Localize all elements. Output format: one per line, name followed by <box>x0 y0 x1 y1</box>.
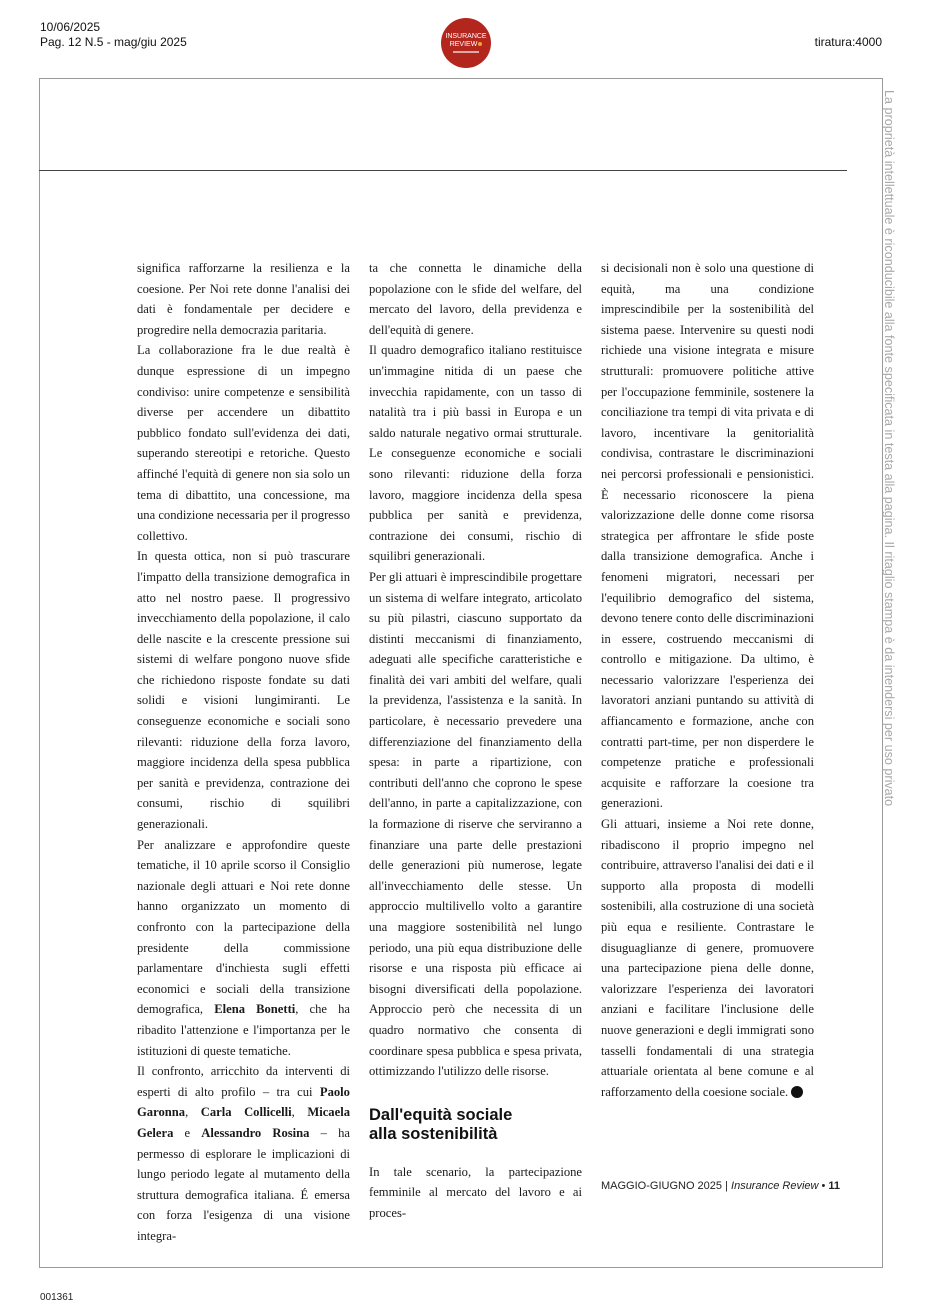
paragraph: La collaborazione fra le due realtà è dunque espressione di un impegno condiviso: unire competenze e sensibilità diverse per accendere un dibattito pubblico fondato sull'evidenza dei dati, superando stereotipi e retoriche. Questo affinché l'equità di genere non sia solo un tema di dibattito, una concessione, ma una condizione necessaria per il progresso collettivo. <box>137 343 350 543</box>
article-top-rule <box>39 170 847 171</box>
paragraph: Per analizzare e approfondire queste tematiche, il 10 aprile scorso il Consiglio nazionale degli attuari e Noi rete donne hanno organizzato un momento di confronto con la partecipazione della presidente della commissione parlamentare d'inchiesta sugli effetti economici e sociali della transizione demografica, Elena Bonetti, che ha ribadito l'attenzione e l'importanza per le istituzioni di queste tematiche. <box>137 837 350 1058</box>
person-name: Elena Bonetti <box>214 1002 296 1017</box>
article-column-3 <box>601 258 814 1102</box>
paragraph: Il confronto, arricchito da interventi di esperti di alto profilo – tra cui Paolo Garonna, Carla Collicelli, Micaela Gelera e Alessandro Rosina – ha permesso di esplorare le implicazioni di lungo periodo legate al mutamento della struttura demografica italiana. É emersa con forza l'esigenza di una visione integra- <box>137 1064 350 1243</box>
paragraph: Il quadro demografico italiano restituisce un'immagine nitida di un paese che invecchia rapidamente, con un tasso di natalità tra i più bassi in Europa e un saldo naturale negativo ormai strutturale. Le conseguenze economiche e sociali sono rilevanti: riduzione della forza lavoro, maggiore incidenza della spesa pubblica per sanità e previdenza, contrazione dei consumi, rischio di squilibri generazionali. <box>369 343 582 564</box>
insurance-review-logo <box>441 18 491 68</box>
paragraph: ta che connetta le dinamiche della popolazione con le sfide del welfare, del mercato del lavoro, della previdenza e dell'equità di genere. <box>369 261 582 337</box>
paragraph: In tale scenario, la partecipazione femminile al mercato del lavoro e ai proces- <box>369 1164 582 1220</box>
paragraph: significa rafforzarne la resilienza e la coesione. Per Noi rete donne l'analisi dei dati è fondamentale per decidere e progredire nella democrazia paritaria. <box>137 261 350 337</box>
logo-line-2: REVIEW <box>441 41 491 49</box>
paragraph: Per gli attuari è imprescindibile progettare un sistema di welfare integrato, articolato su più pilastri, ciascuno supportato da distinti meccanismi di finanziamento, adeguati alle specifiche caratteristiche e finalità dei vari ambiti del welfare, quali la previdenza, l'assistenza e la sanità. In particolare, è necessario prevedere una differenziazione del finanziamento della spesa: in parte a ripartizione, con contributi dell'anno che coprono le spese dell'anno, in parte a capitalizzazione, con la formazione di riserve che serviranno a finanziare una parte delle prestazioni delle generazioni più numerose, legate all'invecchiamento delle stesse. Un approccio multilivello volto a garantire una maggiore sostenibilità nel lungo periodo, una più equa distribuzione delle risorse e una risposta più efficace ai bisogni diversificati della popolazione. Approccio però che necessita di un quadro normativo che consenta di coordinare spesa pubblica e spesa privata, ottimizzando l'utilizzo delle risorse. <box>369 569 582 1079</box>
logo-rule <box>453 51 479 53</box>
paragraph: Gli attuari, insieme a Noi rete donne, ribadiscono il proprio impegno nel contribuire, attraverso l'analisi dei dati e il supporto alla proposta di modelli sostenibili, alla costruzione di una società più equa e resiliente. Contrastare le disuguaglianze di genere, promuovere una partecipazione piena delle donne, valorizzare l'esperienza dei lavoratori anziani e facilitare l'inclusione delle nuove generazioni e degli immigrati sono tasselli fondamentali di una strategia attuariale orientata al bene comune e al rafforzamento della coesione sociale. <box>601 817 814 1099</box>
person-name: Carla Collicelli <box>200 1105 292 1120</box>
person-name: Micaela Gelera <box>137 1105 350 1140</box>
page-footer: MAGGIO-GIUGNO 2025 | Insurance Review • 11 <box>601 1180 841 1192</box>
section-heading: Dall'equità sociale alla sostenibilità <box>369 1105 513 1143</box>
logo-line-1: INSURANCE <box>445 33 487 40</box>
copyright-side-note: La proprietà intellettuale è riconducibile alla fonte specificata in testa alla pagina. Il ritaglio stampa è da intendersi per uso privato <box>882 90 896 807</box>
person-name: Alessandro Rosina <box>201 1125 310 1140</box>
document-code: 001361 <box>40 1292 74 1303</box>
article-column-1 <box>137 258 350 1247</box>
paragraph: si decisionali non è solo una questione di equità, ma una condizione imprescindibile per la sostenibilità del sistema paese. Intervenire su questi nodi richiede una visione integrata e misure strutturali: promuovere politiche attive per l'occupazione femminile, sostenere la conciliazione tra tempi di vita privata e di lavoro, incentivare la genitorialità condivisa, contrastare le discriminazioni nei percorsi professionali e pensionistici. È necessario riconoscere la piena valorizzazione delle donne come risorsa strategica per affrontare le sfide poste dalla transizione demografica. Anche i fenomeni migratori, necessari per l'equilibrio demografico del sistema, devono tenere conto delle discriminazioni in essere, costruendo meccanismi di controllo e mitigazione. Da ultimo, è necessario valorizzare l'esperienza dei lavoratori anziani puntando su attività di affiancamento e formazione, anche con contratti part-time, per non disperdere le competenze pratiche e professionali acquisite e rafforzare la coesione tra generazioni. <box>601 261 814 811</box>
footer-page-number: 11 <box>828 1180 841 1192</box>
paragraph: In questa ottica, non si può trascurare l'impatto della transizione demografica in atto nel nostro paese. Il progressivo invecchiamento della popolazione, il calo delle nascite e la crescente pressione sui sistemi di welfare pongono nuove sfide che richiedono risposte fondate su dati solidi e visioni lungimiranti. Le conseguenze economiche e sociali sono rilevanti: riduzione della forza lavoro, maggiore incidenza della spesa pubblica per sanità e previdenza, contrazione dei consumi, rischio di squilibri generazionali. <box>137 549 350 832</box>
clip-date: 10/06/2025 <box>40 20 101 34</box>
clip-page-info: Pag. 12 N.5 - mag/giu 2025 <box>40 35 187 49</box>
end-of-article-dot-icon <box>791 1086 803 1098</box>
article-column-2 <box>369 258 582 1224</box>
footer-magazine: Insurance Review <box>731 1180 819 1192</box>
person-name: Paolo Garonna <box>137 1084 350 1120</box>
footer-issue: MAGGIO-GIUGNO 2025 <box>601 1180 723 1192</box>
print-run: tiratura:4000 <box>814 35 882 49</box>
